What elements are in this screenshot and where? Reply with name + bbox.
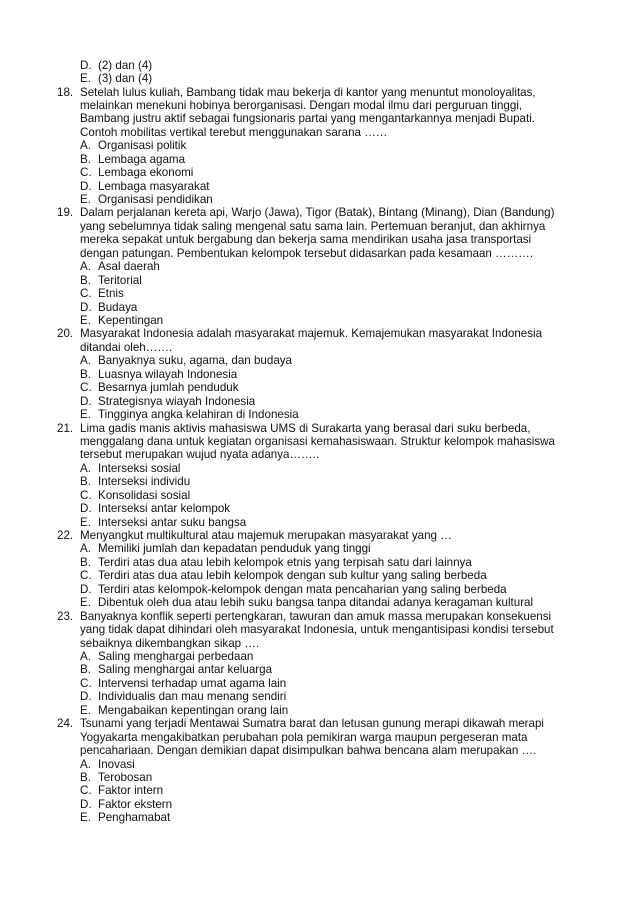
- option-letter: D.: [80, 179, 92, 193]
- option-letter: E.: [80, 408, 91, 421]
- option-letter: E.: [80, 72, 91, 85]
- option-letter: A.: [80, 260, 91, 274]
- question-text-line: Setelah lulus kuliah, Bambang tidak mau bekerja di kantor yang menuntut monoloyalitas,: [80, 85, 536, 99]
- option-text: Teritorial: [98, 273, 142, 287]
- option-letter: E.: [80, 596, 91, 610]
- question-number: 24.: [57, 717, 74, 731]
- option-text: Lembaga masyarakat: [98, 179, 210, 193]
- option-text: Penghamabat: [98, 811, 171, 825]
- option-letter: B.: [80, 663, 91, 677]
- option-text: Inovasi: [98, 757, 135, 771]
- option-text: Faktor intern: [98, 784, 164, 798]
- option-letter: A.: [80, 461, 91, 475]
- question-text-line: Tsunami yang terjadi Mentawai Sumatra barat dan letusan gunung merapi dikawah merapi: [80, 717, 545, 731]
- option-text: Etnis: [98, 287, 124, 301]
- option-letter: E.: [80, 703, 91, 717]
- option-text: Budaya: [98, 300, 138, 314]
- option-letter: B.: [80, 475, 91, 489]
- question-text-line: yang tidak dapat dihindari oleh masyarakat Indonesia, untuk mengantisipasi kondisi tersebut: [80, 623, 554, 637]
- option-text: Organisasi pendidikan: [98, 193, 213, 206]
- option-text: Organisasi politik: [98, 139, 187, 153]
- question-text-line: sebaiknya dikembangkan sikap ….: [80, 636, 260, 650]
- question-text-line: Lima gadis manis aktivis mahasiswa UMS di Surakarta yang berasal dari suku berbeda,: [80, 421, 531, 435]
- option-letter: A.: [80, 757, 91, 771]
- option-text: (2) dan (4): [98, 58, 153, 72]
- option-letter: D.: [80, 797, 92, 811]
- option-text: Terobosan: [98, 770, 153, 784]
- option-letter: E.: [80, 314, 91, 327]
- question-text-line: menggalang dana untuk kegiatan organisasi kemahasiswaan. Struktur kelompok mahasiswa: [80, 434, 555, 448]
- option-text: Saling menghargai antar keluarga: [98, 663, 273, 677]
- question-text-line: melainkan menekuni hobinya berorganisasi. Dengan modal ilmu dari perguruan tinggi,: [80, 98, 523, 112]
- option-text: Terdiri atas kelompok-kelompok dengan mata pencaharian yang saling berbeda: [98, 582, 507, 596]
- question-text-line: ditandai oleh…….: [80, 340, 173, 354]
- option-letter: C.: [80, 166, 92, 180]
- option-text: Besarnya jumlah penduduk: [98, 381, 239, 395]
- question-text-line: Yogyakarta mengakibatkan perubahan pola pemikiran warga maupun pergeseran mata: [80, 730, 528, 744]
- question-text-line: Contoh mobilitas vertikal terebut menggunakan sarana ……: [80, 125, 388, 139]
- option-text: Banyaknya suku, agama, dan budaya: [98, 354, 293, 368]
- option-letter: A.: [80, 650, 91, 663]
- option-text: Konsolidasi sosial: [98, 488, 191, 502]
- option-text: Interseksi sosial: [98, 461, 181, 475]
- question-text-line: Dalam perjalanan kereta api, Warjo (Jawa), Tigor (Batak), Bintang (Minang), Dian (Bandung): [80, 206, 555, 220]
- question-text-line: Bambang justru aktif sebagai fungsionaris partai yang mengantarkannya menjadi Bupati.: [80, 112, 536, 126]
- option-letter: D.: [80, 502, 92, 516]
- option-text: Tingginya angka kelahiran di Indonesia: [98, 408, 299, 421]
- option-letter: D.: [80, 582, 92, 596]
- option-letter: B.: [80, 770, 91, 784]
- option-text: Individualis dan mau menang sendiri: [98, 690, 287, 704]
- question-number: 18.: [57, 85, 74, 99]
- option-letter: A.: [80, 354, 91, 368]
- option-letter: C.: [80, 488, 92, 502]
- option-text: Lembaga ekonomi: [98, 166, 194, 180]
- option-letter: A.: [80, 139, 91, 153]
- question-number: 19.: [57, 206, 74, 220]
- option-letter: C.: [80, 381, 92, 395]
- option-text: Interseksi antar suku bangsa: [98, 515, 247, 529]
- option-text: Memiliki jumlah dan kepadatan penduduk yang tinggi: [98, 542, 371, 556]
- option-text: Asal daerah: [98, 260, 160, 274]
- question-text-line: mereka sepakat untuk bergabung dan bekerja sama mendirikan usaha jasa transportasi: [80, 233, 532, 247]
- option-letter: C.: [80, 569, 92, 583]
- question-number: 21.: [57, 421, 74, 435]
- option-text: Luasnya wilayah Indonesia: [98, 367, 238, 381]
- option-letter: D.: [80, 394, 92, 408]
- option-text: Strategisnya wiayah Indonesia: [98, 394, 256, 408]
- question-text-line: tersebut merupakan wujud nyata adanya……..: [80, 448, 320, 462]
- question-number: 23.: [57, 609, 74, 623]
- option-text: Interseksi antar kelompok: [98, 502, 231, 516]
- option-letter: C.: [80, 784, 92, 798]
- option-letter: C.: [80, 676, 92, 690]
- option-text: Lembaga agama: [98, 152, 186, 166]
- question-text-line: Menyangkut multikultural atau majemuk merupakan masyarakat yang …: [80, 529, 452, 542]
- option-text: Terdiri atas dua atau lebih kelompok etnis yang terpisah satu dari lainnya: [98, 555, 472, 569]
- option-text: Terdiri atas dua atau lebih kelompok dengan sub kultur yang saling berbeda: [98, 569, 487, 583]
- option-letter: E.: [80, 811, 91, 825]
- question-number: 20.: [57, 327, 74, 341]
- option-text: Intervensi terhadap umat agama lain: [98, 676, 287, 690]
- option-text: Mengabaikan kepentingan orang lain: [98, 703, 289, 717]
- option-text: Dibentuk oleh dua atau lebih suku bangsa tanpa ditandai adanya keragaman kultural: [98, 596, 534, 610]
- option-letter: B.: [80, 555, 91, 569]
- option-letter: D.: [80, 58, 92, 72]
- option-letter: B.: [80, 273, 91, 287]
- option-letter: C.: [80, 287, 92, 301]
- option-text: Faktor ekstern: [98, 797, 173, 811]
- option-letter: D.: [80, 690, 92, 704]
- option-letter: A.: [80, 542, 91, 556]
- option-letter: B.: [80, 367, 91, 381]
- option-letter: D.: [80, 300, 92, 314]
- question-text-line: Masyarakat Indonesia adalah masyarakat majemuk. Kemajemukan masyarakat Indonesia: [80, 327, 543, 341]
- option-text: Kepentingan: [98, 314, 164, 327]
- option-letter: E.: [80, 515, 91, 529]
- question-text-line: dengan patungan. Pembentukan kelompok tersebut didasarkan pada kesamaan ……….: [80, 246, 534, 260]
- question-text-line: pencahariaan. Dengan demikian dapat disimpulkan bahwa bencana alam merupakan ….: [80, 744, 537, 757]
- option-letter: E.: [80, 193, 91, 206]
- option-letter: B.: [80, 152, 91, 166]
- question-text-line: yang sebelumnya tidak saling mengenal satu sama lain. Pertemuan beranjut, dan akhirnya: [80, 219, 546, 233]
- option-text: (3) dan (4): [98, 72, 153, 85]
- question-number: 22.: [57, 529, 74, 542]
- option-text: Saling menghargai perbedaan: [98, 650, 254, 663]
- question-text-line: Banyaknya konflik seperti pertengkaran, tawuran dan amuk massa merupakan konsekuensi: [80, 609, 552, 623]
- option-text: Interseksi individu: [98, 475, 191, 489]
